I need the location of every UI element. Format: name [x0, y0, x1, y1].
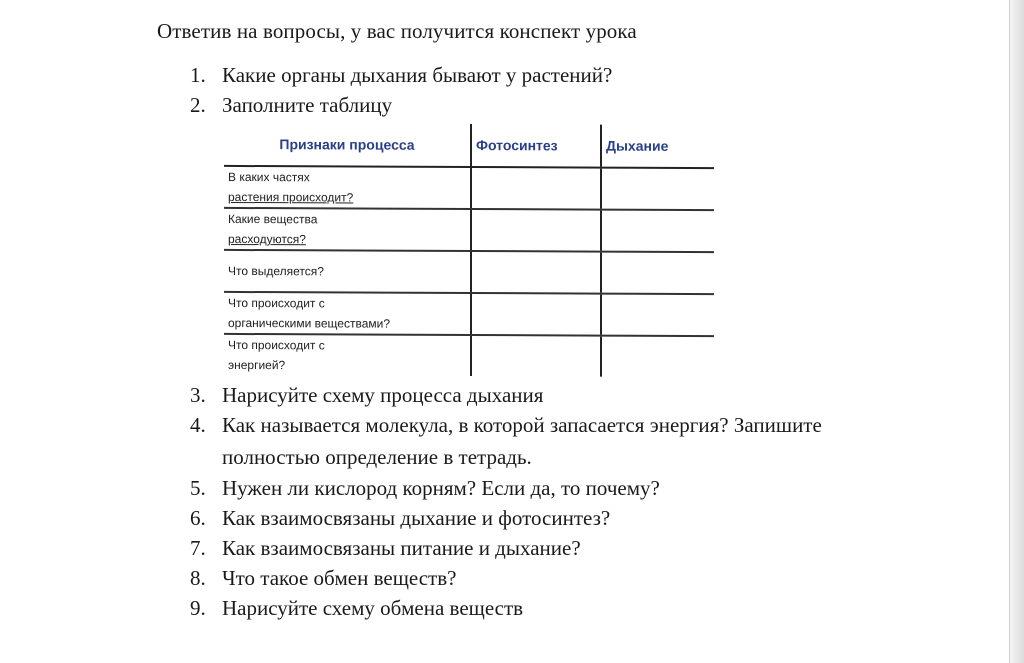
table-row: [224, 208, 714, 252]
table-row: [224, 166, 714, 210]
question-5: [190, 476, 660, 501]
question-number: 3.: [190, 383, 206, 407]
question-number: 5.: [190, 476, 206, 500]
header-photosynthesis: Фотосинтез: [471, 124, 601, 168]
cell-respiration: [601, 252, 714, 294]
page-edge: [1009, 0, 1024, 663]
table-row: [224, 292, 714, 336]
cell-photosynthesis: [471, 293, 601, 336]
header-features: Признаки процесса: [224, 123, 471, 167]
question-number: 7.: [190, 536, 206, 560]
question-9: [190, 596, 523, 621]
header-respiration: Дыхание: [601, 125, 714, 168]
intro-text: Ответив на вопросы, у вас получится конспект урока: [157, 19, 637, 43]
row-label: В каких частях растения происходит?: [224, 166, 471, 209]
row-label: Что выделяется?: [224, 250, 471, 293]
question-3: [190, 383, 543, 408]
table-row: [224, 334, 714, 377]
row-label: Какие вещества расходуются?: [224, 208, 471, 251]
row-label: Что происходит с энергией?: [228, 337, 325, 373]
cell-photosynthesis: [471, 167, 601, 210]
question-7: [190, 536, 581, 561]
question-number: 8.: [190, 566, 206, 590]
question-number: 2.: [190, 93, 206, 117]
question-6: [190, 506, 610, 531]
cell-respiration: [601, 210, 714, 252]
question-text: Что такое обмен веществ?: [222, 566, 457, 590]
question-text: Нужен ли кислород корням? Если да, то почему?: [222, 476, 660, 500]
question-number: 9.: [190, 596, 206, 620]
question-number: 4.: [190, 413, 206, 437]
question-8: [190, 566, 456, 591]
cell-respiration: [601, 336, 714, 377]
question-4-continuation: полностью определение в тетрадь.: [222, 445, 532, 469]
cell-photosynthesis: [471, 209, 601, 252]
cell-respiration: [601, 168, 714, 210]
question-text: Как взаимосвязаны питание и дыхание?: [222, 536, 581, 560]
question-number: 1.: [190, 63, 206, 87]
question-text: Нарисуйте схему процесса дыхания: [222, 383, 544, 407]
row-label: Что происходит с органическими веществами?: [224, 292, 471, 335]
question-1: [190, 63, 612, 88]
process-table: [224, 123, 714, 377]
cell-respiration: [601, 294, 714, 336]
cell-photosynthesis: [471, 335, 601, 377]
question-number: 6.: [190, 506, 206, 530]
question-text: Заполните таблицу: [222, 93, 393, 117]
question-2: [190, 93, 392, 118]
question-text: Как называется молекула, в которой запасается энергия? Запишите: [222, 413, 822, 437]
table-header-row: [224, 123, 714, 168]
question-text: Нарисуйте схему обмена веществ: [222, 596, 524, 620]
cell-photosynthesis: [471, 251, 601, 294]
question-4: [190, 413, 822, 438]
question-text: Какие органы дыхания бывают у растений?: [222, 63, 613, 87]
question-text: Как взаимосвязаны дыхание и фотосинтез?: [222, 506, 611, 530]
table-row: [224, 250, 714, 294]
